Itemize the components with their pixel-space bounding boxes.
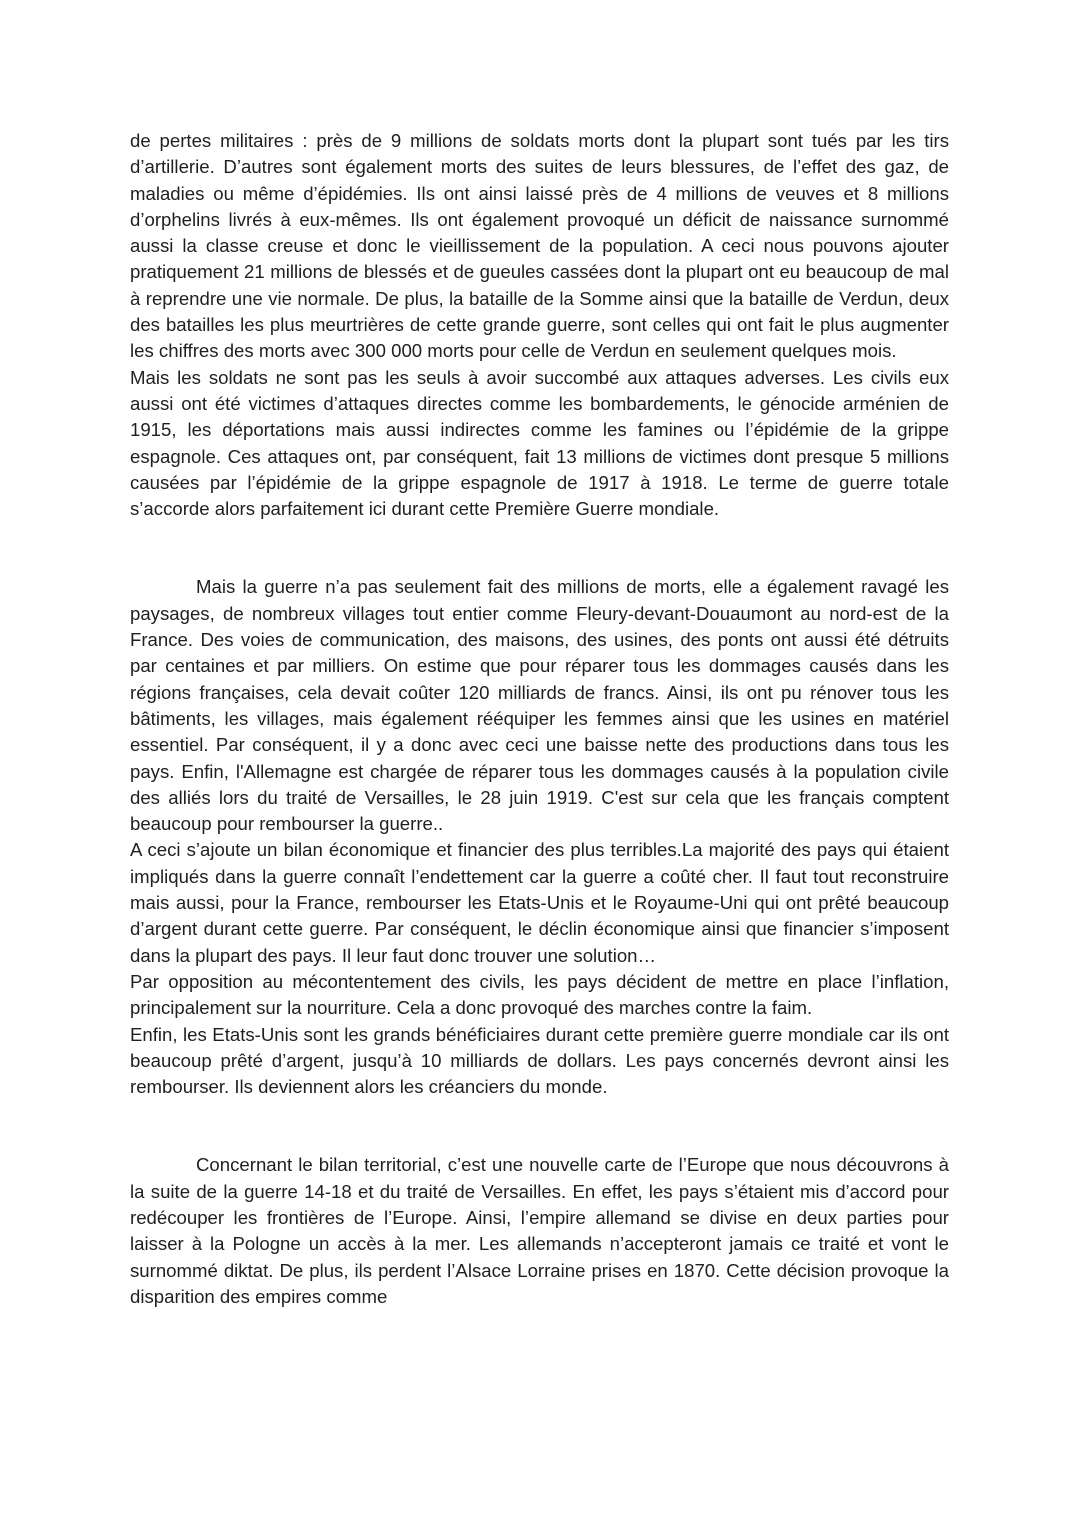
paragraph-territorial-assessment: Concernant le bilan territorial, c’est une nouvelle carte de l’Europe que nous découvrons à la suite de la guerre 14-18 et du traité de Versailles. En effet, les pays s’étaient mis d’accord pour redécouper les frontières de l’Europe. Ainsi, l’empire allemand se divise en deux parties pour laisser à la Pologne un accès à la mer. Les allemands n’accepteront jamais ce traité et vont le surnommé diktat. De plus, ils perdent l’Alsace Lorraine prises en 1870. Cette décision provoque la disparition des empires comme <box>130 1154 949 1307</box>
document-page <box>130 128 949 1310</box>
paragraph-united-states: Enfin, les Etats-Unis sont les grands bénéficiaires durant cette première guerre mondiale car ils ont beaucoup prêté d’argent, jusqu’à 10 milliards de dollars. Les pays concernés devront ainsi les rembourser. Ils deviennent alors les créanciers du monde. <box>130 1023 949 1098</box>
paragraph-economic-assessment: A ceci s’ajoute un bilan économique et financier des plus terribles.La majorité des pays qui étaient impliqués dans la guerre connaît l’endettement car la guerre a coûté cher. Il faut tout reconstruire mais aussi, pour la France, rembourser les Etats-Unis et le Royaume-Uni qui ont prêté beaucoup d’argent durant cette guerre. Par conséquent, le déclin économique ainsi que financier s’imposent dans la plupart des pays. Il leur faut donc trouver une solution… <box>130 839 949 966</box>
paragraph-civilian-victims: Mais les soldats ne sont pas les seuls à avoir succombé aux attaques adverses. Les civils eux aussi ont été victimes d’attaques directes comme les bombardements, le génocide arménien de 1915, les déportations mais aussi indirectes comme les famines ou l’épidémie de la grippe espagnole. Ces attaques ont, par conséquent, fait 13 millions de victimes dont presque 5 millions causées par l’épidémie de la grippe espagnole de 1917 à 1918. Le terme de guerre totale s’accorde alors parfaitement ici durant cette Première Guerre mondiale. <box>130 366 949 520</box>
paragraph-military-losses: de pertes militaires : près de 9 millions de soldats morts dont la plupart sont tués par les tirs d’artillerie. D’autres sont également morts des suites de leurs blessures, de l’effet des gaz, de maladies ou même d’épidémies. Ils ont ainsi laissé près de 4 millions de veuves et 8 millions d’orphelins livrés à eux-mêmes. Ils ont également provoqué un déficit de naissance surnommé aussi la classe creuse et donc le vieillissement de la population. A ceci nous pouvons ajouter pratiquement 21 millions de blessés et de gueules cassées dont la plupart ont eu beaucoup de mal à reprendre une vie normale. De plus, la bataille de la Somme ainsi que la bataille de Verdun, deux des batailles les plus meurtrières de cette grande guerre, sont celles qui ont fait le plus augmenter les chiffres des morts avec 300 000 morts pour celle de Verdun en seulement quelques mois. <box>130 130 949 362</box>
paragraph-inflation: Par opposition au mécontentement des civils, les pays décident de mettre en place l’inflation, principalement sur la nourriture. Cela a donc provoqué des marches contre la faim. <box>130 970 949 1019</box>
paragraph-material-damage: Mais la guerre n’a pas seulement fait des millions de morts, elle a également ravagé les paysages, de nombreux villages tout entier comme Fleury-devant-Douaumont au nord-est de la France. Des voies de communication, des maisons, des usines, des ponts ont aussi été détruits par centaines et par milliers. On estime que pour réparer tous les dommages causés dans les régions françaises, cela devait coûter 120 milliards de francs. Ainsi, ils ont pu rénover tous les bâtiments, les villages, mais également rééquiper les femmes ainsi que les usines en matériel essentiel. Par conséquent, il y a donc avec ceci une baisse nette des productions dans tous les pays. Enfin, l'Allemagne est chargée de réparer tous les dommages causés à la population civile des alliés lors du traité de Versailles, le 28 juin 1919. C'est sur cela que les français comptent beaucoup pour rembourser la guerre.. <box>130 576 949 835</box>
